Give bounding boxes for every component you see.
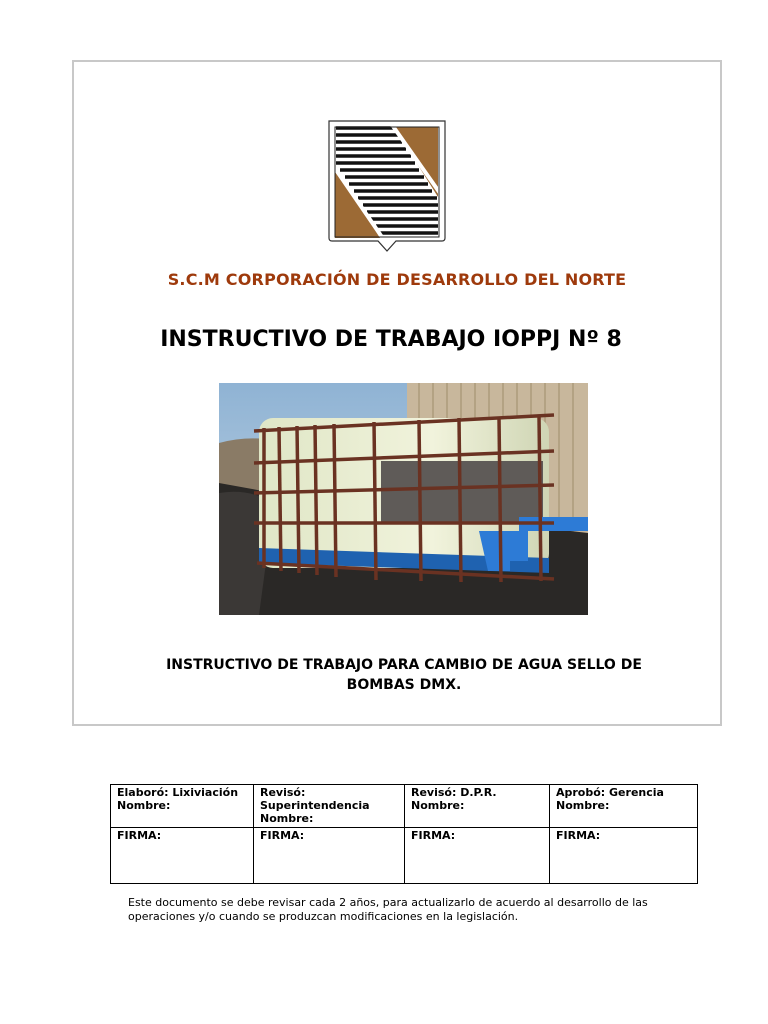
signature-cell: FIRMA: <box>550 828 698 884</box>
approval-names-row <box>111 785 698 828</box>
signature-cell: FIRMA: <box>254 828 405 884</box>
document-title: INSTRUCTIVO DE TRABAJO IOPPJ Nº 8 <box>160 327 622 352</box>
approval-table <box>110 784 698 884</box>
approval-cell-elaboro: Elaboró: Lixiviación Nombre: <box>111 785 254 828</box>
approval-cell-reviso-dpr: Revisó: D.P.R. Nombre: <box>405 785 550 828</box>
approval-cell-aprobo: Aprobó: Gerencia Nombre: <box>550 785 698 828</box>
company-shield-logo <box>328 120 446 252</box>
document-subtitle: INSTRUCTIVO DE TRABAJO PARA CAMBIO DE AGUA SELLO DE BOMBAS DMX. <box>166 657 642 693</box>
signature-cell: FIRMA: <box>111 828 254 884</box>
approval-signature-row <box>111 828 698 884</box>
water-tank-photo <box>219 383 588 615</box>
review-footnote: Este documento se debe revisar cada 2 años, para actualizarlo de acuerdo al desarrollo de las operaciones y/o cuando se produzcan modificaciones en la legislación. <box>128 896 648 923</box>
approval-cell-reviso-superintendencia: Revisó: Superintendencia Nombre: <box>254 785 405 828</box>
signature-cell: FIRMA: <box>405 828 550 884</box>
company-name: S.C.M CORPORACIÓN DE DESARROLLO DEL NORTE <box>167 270 627 289</box>
